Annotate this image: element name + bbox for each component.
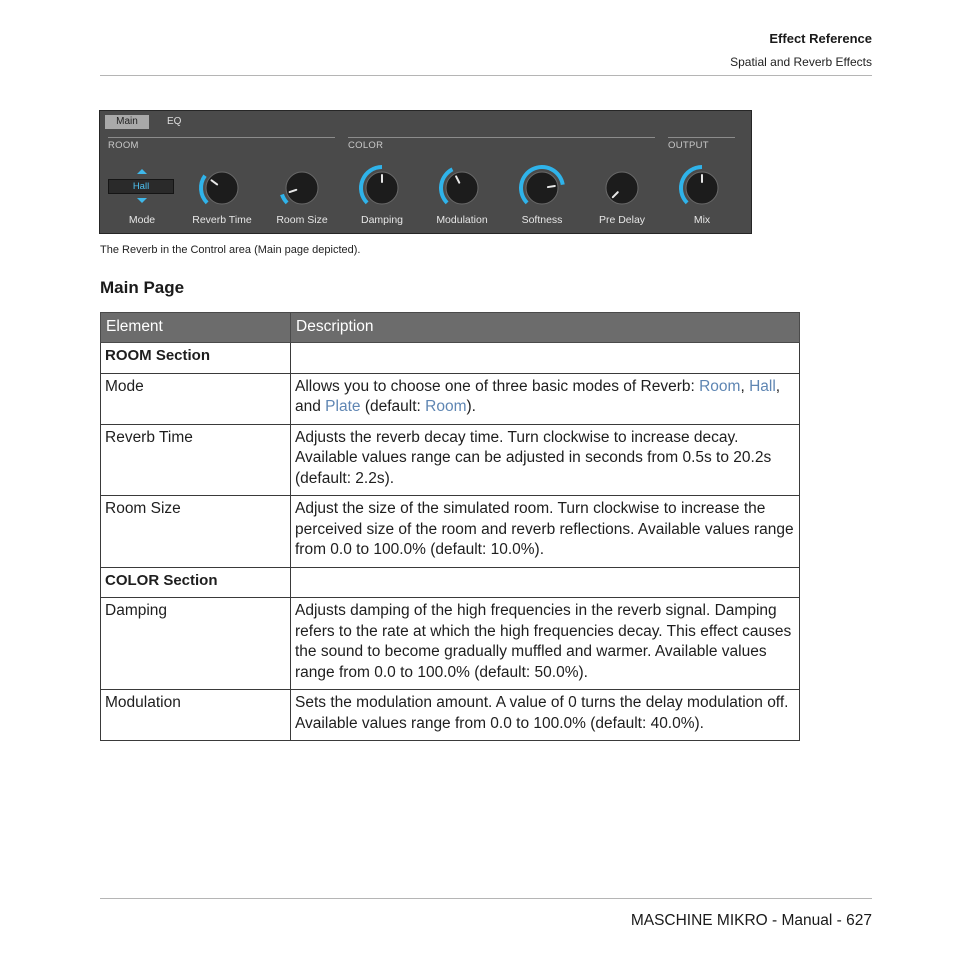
knob-body bbox=[526, 172, 558, 204]
knob-modulation[interactable] bbox=[438, 164, 486, 212]
knob-room-size[interactable] bbox=[278, 164, 326, 212]
control-label-room-size: Room Size bbox=[276, 214, 328, 226]
color-section-heading: COLOR Section bbox=[101, 567, 291, 598]
mode-selector[interactable]: Hall bbox=[108, 179, 174, 194]
color-section-line bbox=[348, 137, 655, 138]
footer-rule bbox=[100, 898, 872, 899]
knob-pre-delay[interactable] bbox=[598, 164, 646, 212]
element-name-mode[interactable]: Mode bbox=[101, 373, 291, 424]
table-row bbox=[101, 424, 800, 496]
element-description-modulation: Sets the modulation amount. A value of 0 turns the delay modulation off. Available values range from 0.0 to 100.0% (default: 40.0%). bbox=[291, 690, 800, 741]
knob-body bbox=[206, 172, 238, 204]
table-row bbox=[101, 567, 800, 598]
empty-cell bbox=[291, 567, 800, 598]
control-label-pre-delay: Pre Delay bbox=[598, 214, 646, 226]
table-header-row bbox=[101, 313, 800, 343]
element-name-reverb-time[interactable]: Reverb Time bbox=[101, 424, 291, 496]
description-text: Allows you to choose one of three basic modes of Reverb: bbox=[295, 377, 700, 395]
table-row bbox=[101, 343, 800, 374]
table-row bbox=[101, 690, 800, 741]
link-room[interactable]: Room bbox=[699, 377, 741, 395]
element-description-damping: Adjusts damping of the high frequencies in the reverb signal. Damping refers to the rate at which the high frequencies decay. This effect causes the sound to become gradually muffled and warmer. Available values range from 0.0 to 100.0% (default: 50.0%). bbox=[291, 598, 800, 690]
room-section-heading: ROOM Section bbox=[101, 343, 291, 374]
element-description-reverb-time: Adjusts the reverb decay time. Turn clockwise to increase decay. Available values range can be adjusted in seconds from 0.5s to 20.2s (default: 2.2s). bbox=[291, 424, 800, 496]
figure-caption: The Reverb in the Control area (Main page depicted). bbox=[100, 244, 361, 256]
link-hall[interactable]: Hall bbox=[749, 377, 776, 395]
knob-body bbox=[286, 172, 318, 204]
knob-mix[interactable] bbox=[678, 164, 726, 212]
description-text: , bbox=[740, 377, 745, 395]
control-label-softness: Softness bbox=[521, 214, 563, 226]
element-description-mode bbox=[291, 373, 800, 424]
knob-damping[interactable] bbox=[358, 164, 406, 212]
knob-value-arc bbox=[282, 194, 287, 202]
section-title: Main Page bbox=[100, 278, 185, 297]
element-name-damping[interactable]: Damping bbox=[101, 598, 291, 690]
description-text: , and bbox=[295, 377, 781, 415]
description-text: ). bbox=[466, 398, 476, 415]
link-room-default[interactable]: Room bbox=[425, 398, 467, 415]
control-label-reverb-time: Reverb Time bbox=[192, 214, 252, 226]
column-header-element: Element bbox=[101, 313, 291, 343]
control-label-damping: Damping bbox=[360, 214, 404, 226]
reverb-control-panel bbox=[99, 110, 752, 234]
table-row bbox=[101, 373, 800, 424]
color-section-label: COLOR bbox=[348, 140, 384, 151]
link-plate[interactable]: Plate bbox=[325, 398, 361, 415]
output-section-line bbox=[668, 137, 735, 138]
knob-softness[interactable] bbox=[518, 164, 566, 212]
header-subtitle: Spatial and Reverb Effects bbox=[730, 55, 872, 69]
header-title: Effect Reference bbox=[769, 31, 872, 46]
tab-eq[interactable]: EQ bbox=[167, 116, 182, 127]
element-name-modulation[interactable]: Modulation bbox=[101, 690, 291, 741]
mode-down-arrow-icon[interactable] bbox=[137, 198, 147, 203]
tab-main[interactable]: Main bbox=[105, 115, 149, 129]
knob-reverb-time[interactable] bbox=[198, 164, 246, 212]
control-label-mode: Mode bbox=[128, 214, 156, 226]
room-section-label: ROOM bbox=[108, 140, 139, 151]
element-name-room-size[interactable]: Room Size bbox=[101, 496, 291, 568]
header-rule bbox=[100, 75, 872, 76]
column-header-description: Description bbox=[291, 313, 800, 343]
knob-indicator bbox=[548, 186, 555, 187]
table-row bbox=[101, 496, 800, 568]
room-section-line bbox=[108, 137, 335, 138]
control-label-mix: Mix bbox=[693, 214, 711, 226]
knob-body bbox=[446, 172, 478, 204]
mode-up-arrow-icon[interactable] bbox=[137, 169, 147, 174]
element-description-room-size: Adjust the size of the simulated room. Turn clockwise to increase the perceived size of the room and reverb reflections. Available values range from 0.0 to 100.0% (default: 10.0%). bbox=[291, 496, 800, 568]
table-row bbox=[101, 598, 800, 690]
empty-cell bbox=[291, 343, 800, 374]
parameter-table bbox=[100, 312, 800, 741]
page-footer: MASCHINE MIKRO - Manual - 627 bbox=[630, 912, 872, 929]
output-section-label: OUTPUT bbox=[668, 140, 709, 151]
knob-body bbox=[606, 172, 638, 204]
description-text: (default: bbox=[360, 398, 426, 415]
control-label-modulation: Modulation bbox=[436, 214, 488, 226]
